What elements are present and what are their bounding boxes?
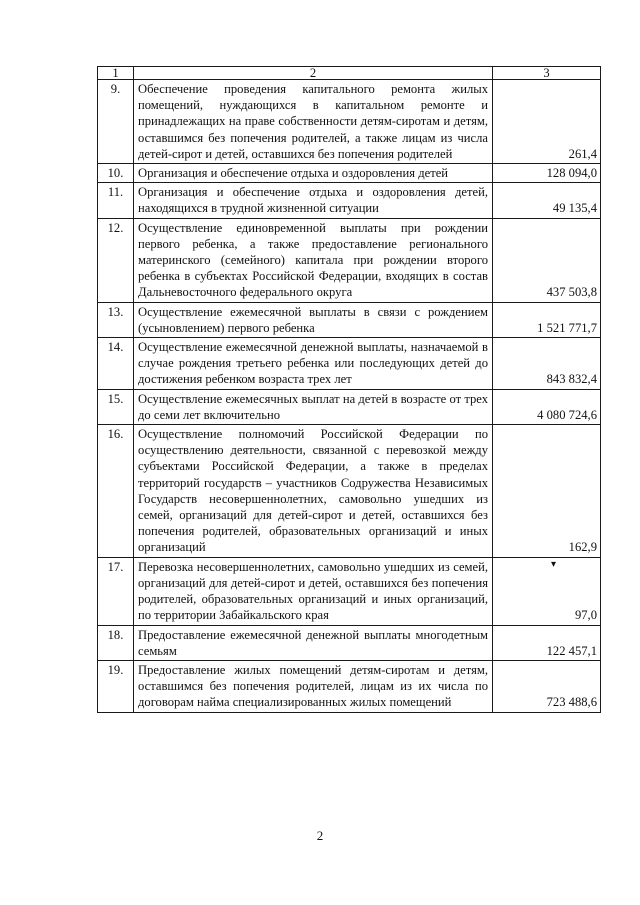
row-number: 13. <box>98 302 134 337</box>
row-amount: 843 832,4 <box>493 338 601 390</box>
row-amount-cell <box>493 557 601 625</box>
row-number: 18. <box>98 625 134 660</box>
row-description: Перевозка несовершеннолетних, самовольно ушедших из семей, организаций для детей-сирот и детей, оставшихся без попечения родителей, образовательных организаций и иных организаций, по территории Забайкальского края <box>134 557 493 625</box>
table-row <box>98 164 601 183</box>
row-description: Осуществление ежемесячной денежной выплаты, назначаемой в случае рождения третьего ребенка или последующих детей до достижения ребенком возраста трех лет <box>134 338 493 390</box>
row-number: 16. <box>98 425 134 558</box>
row-description: Осуществление ежемесячных выплат на детей в возрасте от трех до семи лет включительно <box>134 389 493 424</box>
row-description: Организация и обеспечение отдыха и оздоровления детей, находящихся в трудной жизненной ситуации <box>134 183 493 218</box>
column-header-amount: 3 <box>493 67 601 80</box>
table-row <box>98 625 601 660</box>
table-header-row <box>98 67 601 80</box>
table-row <box>98 218 601 302</box>
appropriations-table <box>97 66 601 713</box>
row-amount: 4 080 724,6 <box>493 389 601 424</box>
row-amount: 162,9 <box>493 425 601 558</box>
row-description: Организация и обеспечение отдыха и оздоровления детей <box>134 164 493 183</box>
row-number: 14. <box>98 338 134 390</box>
table-row <box>98 183 601 218</box>
row-amount: 723 488,6 <box>493 660 601 712</box>
row-description: Осуществление полномочий Российской Федерации по осуществлению деятельности, связанной с перевозкой между субъектами Российской Федерации, а также в пределах территорий государств – участников Содружества Независимых Государств несовершеннолетних, самовольно ушедших из семей, организаций для детей-сирот и детей, оставшихся без попечения родителей, образовательных организаций и иных организаций <box>134 425 493 558</box>
row-number: 17. <box>98 557 134 625</box>
row-amount: 437 503,8 <box>493 218 601 302</box>
stray-mark: ▾ <box>551 558 557 570</box>
row-description: Обеспечение проведения капитального ремонта жилых помещений, нуждающихся в капитальном ремонте и принадлежащих на праве собственности детям-сиротам и детям, оставшимся без попечения родителей, а также лицам из числа детей-сирот и детей, оставшихся без попечения родителей <box>134 80 493 164</box>
row-number: 10. <box>98 164 134 183</box>
table-row <box>98 302 601 337</box>
row-description: Предоставление жилых помещений детям-сиротам и детям, оставшимся без попечения родителей, лицам из их числа по договорам найма специализированных жилых помещений <box>134 660 493 712</box>
row-amount: 128 094,0 <box>493 164 601 183</box>
row-number: 9. <box>98 80 134 164</box>
table-row <box>98 557 601 625</box>
row-number: 19. <box>98 660 134 712</box>
table-row <box>98 338 601 390</box>
row-description: Осуществление единовременной выплаты при рождении первого ребенка, а также предоставление регионального материнского (семейного) капитала при рождении второго ребенка в субъектах Российской Федерации, входящих в состав Дальневосточного федерального округа <box>134 218 493 302</box>
column-header-description: 2 <box>134 67 493 80</box>
column-header-number: 1 <box>98 67 134 80</box>
row-number: 15. <box>98 389 134 424</box>
row-amount: 122 457,1 <box>493 625 601 660</box>
table-row <box>98 80 601 164</box>
row-amount: 97,0 <box>574 608 597 623</box>
row-description: Предоставление ежемесячной денежной выплаты многодетным семьям <box>134 625 493 660</box>
row-amount: 49 135,4 <box>493 183 601 218</box>
row-number: 12. <box>98 218 134 302</box>
table-row <box>98 660 601 712</box>
row-description: Осуществление ежемесячной выплаты в связи с рождением (усыновлением) первого ребенка <box>134 302 493 337</box>
row-amount: 1 521 771,7 <box>493 302 601 337</box>
row-amount: 261,4 <box>493 80 601 164</box>
page-number: 2 <box>316 828 324 843</box>
table-row <box>98 389 601 424</box>
row-number: 11. <box>98 183 134 218</box>
table-row <box>98 425 601 558</box>
